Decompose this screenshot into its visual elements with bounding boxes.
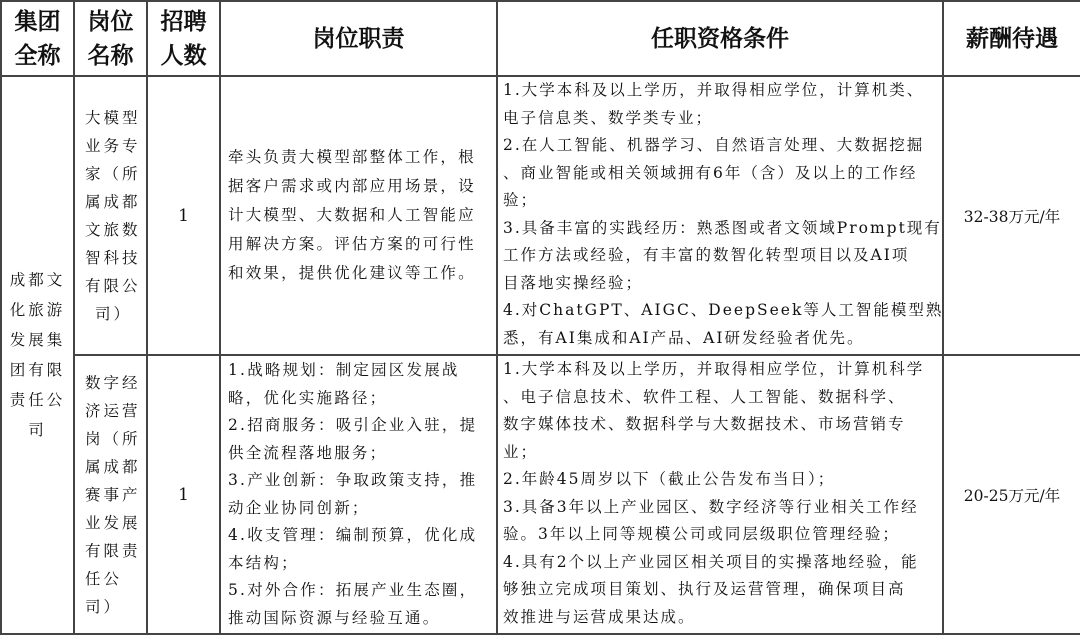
requirements-cell [497,76,943,355]
header-headcount [147,1,220,76]
duty-line: 4.收支管理：编制预算，优化成 [228,526,478,544]
header-position-line: 名称 [87,41,134,69]
requirement-line: 够独立完成项目策划、执行及运营管理，确保项目高 [503,580,906,598]
requirement-line: 4.对ChatGPT、AIGC、DeepSeek等人工智能模型熟 [503,301,944,319]
requirement-line: 业； [503,442,539,461]
duty-line: 动企业协同创新； [228,498,370,517]
requirement-line: 悉，有AI集成和AI产品、AI研发经验者优先。 [503,328,865,347]
duty-line: 据客户需求或内部应用场景，设 [228,177,476,195]
salary-cell: 32-38万元/年 [943,76,1080,355]
duty-line: 3.产业创新：争取政策支持，推 [228,471,478,489]
duty-line: 计大模型、大数据和人工智能应 [228,206,476,224]
header-group-name-line: 集团 [14,7,61,35]
header-group-name-line: 全称 [14,41,61,69]
header-headcount-line: 招聘 [160,7,207,35]
requirement-line: 、商业智能或相关领域拥有6年（含）及以上的工作经 [503,163,918,182]
requirements-cell [497,355,943,634]
position-name-line: 岗（所 [85,429,141,448]
header-row [1,1,1080,76]
duty-line: 推动国际资源与经验互通。 [228,608,441,627]
requirement-line: 、电子信息技术、软件工程、人工智能、数据科学、 [503,387,906,406]
requirement-line: 3.具备3年以上产业园区、数字经济等行业相关工作经 [503,497,919,516]
group-name-line: 责任公 [9,391,66,409]
duty-line: 牵头负责大模型部整体工作，根 [228,148,476,166]
salary-cell: 20-25万元/年 [943,355,1080,634]
position-name-line: 济运营 [85,401,141,420]
position-name-line: 数字经 [85,373,141,392]
header-position [74,1,147,76]
duty-line: 略，优化实施路径； [228,388,388,407]
requirement-line: 4.具有2个以上产业园区相关项目的实操落地经验，能 [503,552,919,571]
group-name-cell [1,76,74,634]
duty-line: 5.对外合作：拓展产业生态圈， [228,581,478,599]
requirement-line: 验； [503,191,539,209]
group-name-line: 团有限 [9,361,66,379]
position-name-cell [74,355,147,634]
duty-line: 本结构； [228,553,299,572]
requirement-line: 工作方法或经验，有丰富的数智化转型项目以及AI项 [503,246,910,264]
group-name-line: 成都文 [9,271,66,289]
duties-cell [220,76,497,355]
headcount-cell: 1 [147,355,220,634]
duty-line: 供全流程落地服务； [228,443,388,462]
position-name-cell [74,76,147,355]
header-group-name [1,1,74,76]
requirement-line: 电子信息类、数学类专业； [503,108,714,127]
header-salary: 薪酬待遇 [943,1,1080,76]
position-name-line: 家（所 [85,164,141,183]
position-name-line: 属成都 [85,457,141,476]
requirement-line: 2.在人工智能、机器学习、自然语言处理、大数据挖掘 [503,136,925,154]
position-name-line: 司） [85,597,123,616]
requirement-line: 数字媒体技术、数据科学与大数据技术、市场营销专 [503,415,906,433]
requirement-line: 目落地实操经验； [503,273,644,292]
group-name-line: 司 [28,421,47,439]
group-name-line: 发展集 [9,331,66,349]
duty-line: 用解决方案。评估方案的可行性 [228,235,476,253]
requirement-line: 2.年龄45周岁以下（截止公告发布当日）； [503,470,836,488]
position-name-line: 有限公 [85,276,141,295]
position-name-line: 大模型 [85,108,141,127]
position-name-line: 赛事产 [85,485,141,504]
duty-line: 2.招商服务：吸引企业入驻，提 [228,416,478,434]
requirement-line: 1.大学本科及以上学历，并取得相应学位，计算机科学 [503,360,925,378]
position-name-line: 任公 [85,569,123,588]
table-row [1,355,1080,634]
duties-cell [220,355,497,634]
table-row [1,76,1080,355]
group-name-line: 化旅游 [9,301,66,319]
position-name-line: 智科技 [85,248,141,267]
requirement-line: 效推进与运营成果达成。 [503,607,696,626]
header-requirements: 任职资格条件 [497,1,943,76]
position-name-line: 司） [95,304,133,323]
requirement-line: 验。3年以上同等规模公司或同层级职位管理经验； [503,525,900,543]
header-headcount-line: 人数 [160,41,207,69]
requirement-line: 1.大学本科及以上学历，并取得相应学位，计算机类、 [503,81,925,99]
duty-line: 1.战略规划：制定园区发展战 [228,361,460,379]
position-name-line: 业发展 [85,513,141,532]
requirement-line: 3.具备丰富的实践经历：熟悉图或者文领域Prompt现有 [503,218,942,237]
position-name-line: 属成都 [85,192,141,211]
header-duties: 岗位职责 [220,1,497,76]
header-position-line: 岗位 [87,7,134,35]
position-name-line: 有限责 [85,541,141,560]
position-name-line: 业务专 [85,136,141,155]
duty-line: 和效果，提供优化建议等工作。 [228,264,476,282]
position-name-line: 文旅数 [85,220,141,239]
headcount-cell: 1 [147,76,220,355]
